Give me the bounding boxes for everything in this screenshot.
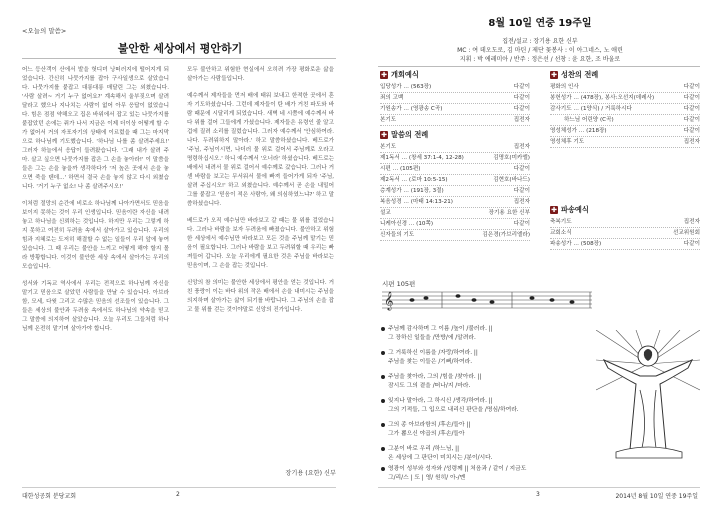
liturgy-row: 제2독서 … (로마 10:5-15) 김현호(바나드) [380,175,530,186]
liturgy-row: 감사기도 … (1양식) / 거룩하시다 다같이 [550,104,700,115]
service-title: 8월 10일 연중 19주일 [488,18,592,29]
liturgy-row: 시편 … (105편) 다같이 [380,164,530,175]
cross-icon: ✚ [551,206,557,214]
svg-text:𝄞: 𝄞 [384,291,394,310]
info-divider [378,66,700,67]
paragraph: 베드로가 오직 예수님만 바라보고 갈 때는 물 위를 걸었습니다. 그러나 바람을 보자 두려움에 빠졌습니다. 불안하고 위험한 세상에서 예수님만 바라보고 모든 것을 주님께 맡기는 믿음이 필요합니다. 그러나 바람을 보고 두려워할 때 우리는 빠져들어 갑니다. 오늘 우리에게 필요한 것은 주님을 바라보는 믿음이며, 그 손을 잡는 것입니다. [187,218,334,269]
liturgy-row: 파송성가 … (508장) 다같이 [550,239,700,250]
liturgy-row: 죄의 고백 다같이 [380,93,530,104]
section-heading: ✚ 성찬의 전례 [551,70,599,79]
paragraph: 모두 불안하고 위험한 현실에서 오히려 가장 평화로운 삶을 살아가는 사람들입니다. [187,67,334,82]
page-number: 3 [536,491,540,498]
jesus-illustration [596,330,700,460]
liturgy-row: 설교 장기용 요한 신부 [380,208,530,219]
verse-1: 주님께 감사하며 그 이름 /높이 /불러라. || 그 장하신 일들을 /만방/에 /알려라. [388,325,588,342]
paragraph: 이처럼 절망의 순간에 비로소 하나님께 나아가면서도 믿음을 보이지 못하는 것이 우리 인생입니다. 믿음이란 자신을 내려놓고 하나님을 신뢰하는 것입니다. 하지만 우리는 그렇게 하지 못하고 여전히 두려움 속에서 살아가고 있습니다. 우리의 힘과 지혜로는 도저히 해결할 수 없는 일들이 우리 앞에 놓여 있습니다. 그 때 우리는 불안을 느끼고 어떻게 해야 할지 몰라 방황합니다. 이것이 불안한 세상 속에서 살아가는 우리의 모습입니다. [22,201,169,270]
sermon-title: 불안한 세상에서 평안하기 [117,42,243,55]
liturgy-row: 하느님 어린양 (C곡) 다같이 [550,115,700,126]
info-line: 집전/설교 : 장기용 요한 신부 [502,38,578,45]
sermon-column-1 [22,66,169,342]
liturgy-section-word [380,130,530,241]
bullet-icon [381,447,385,451]
bullet-icon [381,423,385,427]
paragraph: 예수께서 제자들을 먼저 배에 태워 보내고 한적한 곳에서 혼자 기도하셨습니다. 그런데 제자들이 탄 배가 거친 파도와 바람 때문에 시달리게 되었습니다. 새벽 네 시쯤에 예수께서 바다 위를 걸어 그들에게 가셨습니다. 제자들은 유령인 줄 알고 겁에 질려 소리를 질렀습니다. 그러자 예수께서 '안심하여라. 나다. 두려워하지 말아라.' 하고 말씀하셨습니다. 베드로가 '주님, 주님이시면, 나더러 물 위로 걸어서 주님께로 오라고 명령하십시오.' 하니 예수께서 '오너라' 하셨습니다. 베드로는 배에서 내려서 물 위로 걸어서 예수께로 갔습니다. 그러나 거센 바람을 보고는 무서워서 물에 빠져 들어가게 되자 '주님, 살려 주십시오!' 하고 외쳤습니다. 예수께서 곧 손을 내밀어 그를 붙잡고 '믿음이 적은 사람아, 왜 의심하였느냐?' 하고 말씀하셨습니다. [187,93,334,207]
verse-5: 그의 종 아브라함의 /후손/들아 || 그가 뽑으신 야곱의 /후손/들아 [388,421,588,438]
liturgy-row: 기원송가 … (영광송 C곡) 다같이 [380,104,530,115]
liturgy-section-opening [380,70,530,126]
footer-divider [22,487,336,488]
liturgy-row: 니케아신경 … (10쪽) 다같이 [380,219,530,230]
verse-3: 주님을 찾아라, 그의 /힘을 /찾아라. || 잠시도 그의 곁을 /떠나/지 /마라. [388,373,588,390]
info-line: MC : 여 데오도로, 김 마틴 / 제단 꽃봉사 : 이 아그네스, 노 애린 [457,47,623,54]
paragraph: 어느 등산객이 산에서 발을 헛디뎌 낭떠러지에 떨어지게 되었습니다. 간신히 나뭇가지를 잡아 구사일생으로 살았습니다. 나뭇가지를 붙잡고 대롱대롱 매달린 그는 외쳤습니다. '사람 살려~ 거기 누구 없어요?' 계속해서 울부짖으며 살려달라고 했으나 지나치는 사람이 없어 아무 응답이 없었습니다. 힘은 점점 약해오고 집은 바위에서 잡고 있는 나뭇가지를 붙잡았던 손에는 쥐가 나서 지금은 이제 더이상 어떻게 할 수가 없어서 거의 자포자기의 상태에 이르렀을 때 그는 마지막으로 하나님께 기도했습니다. '하나님 나를 좀 살려주세요!' 그러자 하늘에서 응답이 들려왔습니다. '그래 내가 살려 주마. 살고 싶으면 나뭇가지를 잡은 그 손을 놓아라!' 이 말씀을 들은 그는 손을 놓을까 생각하다가 '저 높은 곳에서 손을 놓으면 죽을 텐데...' 하면서 결국 손을 놓지 않고 다시 외쳤습니다. '거기 누구 없소! 나 좀 살려주시오!' [22,67,169,190]
verse-2: 그 거룩하신 이름을 /자랑/하여라. || 주님을 찾는 이들은 /기뻐/하여라. [388,349,588,366]
liturgy-row: 봉헌성가 … (478장), 봉사:오선지(데레사) 다같이 [550,93,700,104]
liturgy-row: 영성체성가 … (218장) 다같이 [550,126,700,137]
liturgy-row: 교회소식 선교위원회 [550,228,700,239]
footer-church: 대한성공회 분당교회 [22,493,77,500]
bullet-icon [381,351,385,355]
section-label: <오늘의 말씀> [22,27,67,35]
cross-icon: ✚ [551,71,557,79]
bullet-icon [381,467,385,471]
sermon-column-2 [187,66,334,323]
title-divider [22,58,336,59]
verse-7: 영광이 성부와 성자와 /성령께 || 처음과 / 같이 / 지금도 그/리/스 | 도 | 영/ 원히/ 아-/멘 [388,465,588,482]
liturgy-row: 평화의 인사 다같이 [550,82,700,93]
music-staff [382,288,592,312]
liturgy-row: 축복기도 집전자 [550,217,700,228]
section-heading: ✚ 말씀의 전례 [381,130,429,139]
liturgy-row: 본기도 집전자 [380,142,530,153]
liturgy-row: 층계성가 … (191장, 3절) 다같이 [380,186,530,197]
bullet-icon [381,327,385,331]
liturgy-row: 입당성가 … (563장) 다같이 [380,82,530,93]
bullet-icon [381,375,385,379]
section-heading: ✚ 개회예식 [381,70,419,79]
footer-date: 2014년 8월 10일 연중 19주일 [615,493,698,500]
page-number: 2 [176,491,180,498]
cross-icon: ✚ [381,131,387,139]
verse-6: 그분이 바로 우리 /하느님, || 온 세상에 그 판단이 미치시는 /분이/시다. [388,445,588,462]
liturgy-section-dismissal [550,205,700,250]
info-line: 지휘 : 박 에레미아 / 반주 : 정은선 / 선창 : 윤 요한, 조 바울로 [459,56,621,63]
liturgy-row: 영성체후 기도 집전자 [550,137,700,148]
liturgy-section-eucharist [550,70,700,148]
right-page [360,0,720,508]
bullet-icon [381,399,385,403]
liturgy-row: 복음성경 … (마태 14:13-21) 집전자 [380,197,530,208]
hymn-label: 시편 105편 [382,280,416,288]
verse-4: 잊지나 말아라, 그 하시신 /생각/하여라. || 그의 기적들, 그 입으로 내리신 판단을 /명심/하여라. [388,397,588,414]
section-heading: ✚ 파송예식 [551,205,589,214]
liturgy-row: 본기도 집전자 [380,115,530,126]
sermon-author: 장기용 (요한) 신부 [285,470,336,477]
paragraph: 신앙의 참 의미는 불안한 세상에서 평안을 얻는 것입니다. 거친 풍랑이 이는 바다 위의 작은 배에서 손을 내미시는 주님을 의지하며 살아가는 삶이 되기를 바랍니다. 그 주님의 손을 잡고 물 위를 걷는 것이야말로 신앙의 진가입니다. [187,280,334,313]
footer-divider [378,487,700,488]
liturgy-row: 신자들의 기도 김은경(가브리엘라) [380,230,530,241]
cross-icon: ✚ [381,71,387,79]
liturgy-row: 제1독서 … (창세 37:1-4, 12-28) 김명호(미카엘) [380,153,530,164]
paragraph: 성서와 기독교 역사에서 우리는 전적으로 하나님께 자신을 맡기고 믿음으로 살았던 사람들을 만날 수 있습니다. 아브라함, 모세, 다윗 그리고 수많은 믿음의 선조들이 있습니다. 그들은 세상의 불안과 두려움 속에서도 하나님의 약속을 믿고 그 말씀에 의지하여 살았습니다. 오늘 우리도 그들처럼 하나님께 온전히 맡기며 살아가야 합니다. [22,281,169,332]
